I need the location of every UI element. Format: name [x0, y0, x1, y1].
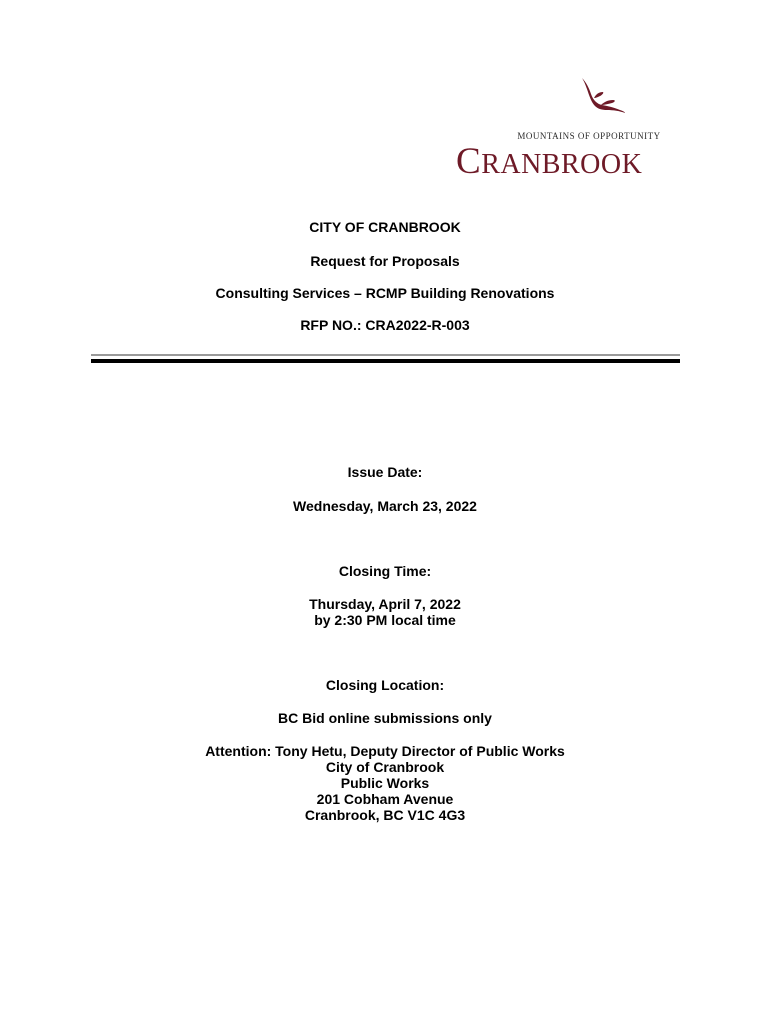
closing-time-value: by 2:30 PM local time [314, 612, 456, 628]
logo-wordmark [456, 140, 642, 183]
address-line: 201 Cobham Avenue [316, 791, 454, 807]
logo-tagline: MOUNTAINS OF OPPORTUNITY [517, 131, 661, 141]
rfp-number: RFP NO.: CRA2022-R-003 [300, 317, 470, 333]
eagle-icon [580, 76, 626, 114]
closing-location-label: Closing Location: [325, 677, 445, 693]
address-line: Cranbrook, BC V1C 4G3 [304, 807, 466, 823]
wordmark-initial: C [456, 141, 482, 182]
project-title: Consulting Services – RCMP Building Renovations [215, 285, 555, 301]
closing-time-label: Closing Time: [338, 563, 432, 579]
closing-date-value: Thursday, April 7, 2022 [309, 596, 461, 612]
doc-type: Request for Proposals [310, 253, 460, 269]
cranbrook-logo [452, 72, 682, 182]
address-line: City of Cranbrook [325, 759, 445, 775]
divider-dark [91, 359, 680, 363]
divider-light [91, 354, 680, 356]
org-title: CITY OF CRANBROOK [309, 219, 461, 235]
issue-date-label: Issue Date: [347, 464, 423, 480]
issue-date-value: Wednesday, March 23, 2022 [293, 498, 477, 514]
wordmark-rest: RANBROOK [481, 149, 643, 180]
attention-line: Attention: Tony Hetu, Deputy Director of Public Works [205, 743, 565, 759]
submission-method: BC Bid online submissions only [278, 710, 492, 726]
address-line: Public Works [340, 775, 430, 791]
